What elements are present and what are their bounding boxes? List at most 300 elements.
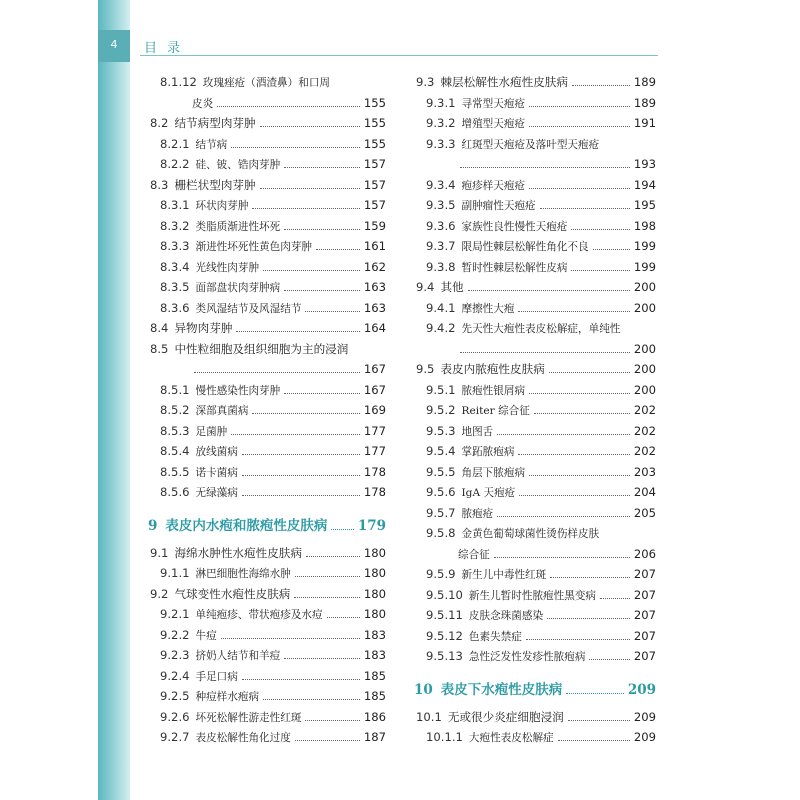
entry-page: 183 bbox=[363, 648, 386, 662]
dot-leader bbox=[534, 413, 630, 414]
toc-entry[interactable] bbox=[148, 339, 386, 360]
dot-leader bbox=[468, 290, 630, 291]
toc-entry[interactable] bbox=[414, 318, 656, 339]
toc-entry[interactable] bbox=[148, 134, 386, 155]
entry-title: 角层下脓疱病 bbox=[461, 466, 526, 479]
toc-entry[interactable] bbox=[414, 727, 656, 748]
entry-title: 牛痘 bbox=[195, 629, 217, 642]
entry-number: 8.5.1 bbox=[160, 382, 190, 397]
toc-entry[interactable] bbox=[414, 646, 656, 667]
entry-number: 9.2.5 bbox=[160, 689, 190, 703]
toc-entry[interactable] bbox=[414, 441, 656, 462]
entry-title: 地图舌 bbox=[461, 425, 494, 438]
entry-number: 9.2.2 bbox=[160, 627, 190, 642]
entry-title: 其他 bbox=[440, 280, 464, 294]
entry-title: 淋巴细胞性海绵水肿 bbox=[195, 568, 291, 580]
toc-entry[interactable] bbox=[414, 113, 656, 134]
entry-title: 气球变性水疱性皮肤病 bbox=[174, 586, 291, 601]
toc-entry[interactable] bbox=[414, 195, 656, 216]
dot-leader bbox=[231, 147, 360, 148]
entry-number: 9.5 bbox=[416, 362, 435, 376]
entry-number: 9.5.8 bbox=[426, 526, 456, 540]
entry-page: 205 bbox=[633, 505, 656, 520]
entry-title: 增殖型天疱疮 bbox=[461, 118, 526, 130]
entry-page: 155 bbox=[363, 116, 386, 130]
entry-page: 202 bbox=[633, 444, 656, 458]
toc-entry[interactable] bbox=[414, 93, 656, 114]
entry-page: 157 bbox=[363, 198, 386, 212]
entry-page: 180 bbox=[363, 586, 386, 601]
entry-title: 新生儿暂时性脓疱性黑变病 bbox=[468, 589, 597, 602]
toc-entry[interactable] bbox=[148, 563, 386, 584]
entry-title: 海绵水肿性水疱性皮肤病 bbox=[174, 545, 302, 560]
entry-number: 8.2.1 bbox=[160, 136, 190, 151]
entry-page: 185 bbox=[363, 668, 386, 683]
dot-leader bbox=[284, 658, 360, 659]
dot-leader bbox=[316, 249, 360, 250]
entry-title: Reiter 综合征 bbox=[461, 405, 530, 417]
entry-title: IgA 天疱疮 bbox=[461, 487, 516, 499]
entry-number: 9.2.7 bbox=[160, 730, 190, 744]
toc-entry[interactable] bbox=[414, 564, 656, 585]
entry-page: 207 bbox=[633, 628, 656, 643]
toc-entry[interactable] bbox=[148, 195, 386, 216]
dot-leader bbox=[529, 126, 630, 127]
dot-leader bbox=[217, 106, 360, 107]
entry-number: 9.3 bbox=[416, 75, 435, 89]
dot-leader bbox=[497, 434, 630, 435]
entry-number: 10.1.1 bbox=[426, 730, 463, 744]
entry-page: 200 bbox=[633, 280, 656, 294]
toc-entry[interactable] bbox=[148, 298, 386, 319]
entry-page: 183 bbox=[363, 627, 386, 642]
toc-column-left bbox=[148, 72, 386, 748]
dot-leader bbox=[263, 699, 360, 700]
toc-entry[interactable] bbox=[148, 175, 386, 196]
entry-page: 177 bbox=[363, 423, 386, 438]
toc-entry[interactable] bbox=[414, 421, 656, 442]
entry-number: 9.3.7 bbox=[426, 239, 456, 253]
toc-entry[interactable] bbox=[414, 605, 656, 626]
entry-title: 坏死松解性游走性红斑 bbox=[195, 711, 302, 724]
entry-number: 9.3.3 bbox=[426, 136, 456, 151]
entry-title: 光线性肉芽肿 bbox=[195, 261, 260, 274]
entry-page: 155 bbox=[363, 136, 386, 151]
entry-number: 9.3.5 bbox=[426, 198, 456, 212]
entry-title: 环状肉芽肿 bbox=[195, 200, 249, 212]
toc-entry[interactable] bbox=[414, 257, 656, 278]
entry-number: 9.4.2 bbox=[426, 321, 456, 335]
entry-title: 副肿瘤性天疱疮 bbox=[461, 200, 536, 212]
toc-entry-continuation[interactable] bbox=[414, 339, 656, 360]
toc-entry[interactable] bbox=[414, 400, 656, 421]
dot-leader bbox=[571, 270, 629, 271]
dot-leader bbox=[252, 208, 359, 209]
toc-entry-continuation[interactable] bbox=[148, 93, 386, 114]
dot-leader bbox=[600, 598, 630, 599]
entry-number: 9.1 bbox=[150, 545, 169, 560]
toc-entry[interactable] bbox=[148, 543, 386, 564]
entry-number: 9.5.5 bbox=[426, 464, 456, 479]
entry-title: 放线菌病 bbox=[195, 446, 238, 458]
entry-page: 200 bbox=[633, 362, 656, 376]
chapter-page: 209 bbox=[627, 681, 656, 698]
dot-leader bbox=[460, 352, 630, 353]
entry-title: 玫瑰痤疮（酒渣鼻）和口周 bbox=[202, 77, 331, 89]
dot-leader bbox=[529, 188, 630, 189]
toc-entry[interactable] bbox=[148, 380, 386, 401]
entry-page: 209 bbox=[633, 709, 656, 724]
entry-page: 185 bbox=[363, 689, 386, 703]
entry-title: 种痘样水疱病 bbox=[195, 691, 260, 703]
dot-leader bbox=[540, 208, 630, 209]
entry-page: 203 bbox=[633, 464, 656, 479]
toc-entry[interactable] bbox=[414, 626, 656, 647]
dot-leader bbox=[589, 659, 629, 660]
entry-title: 摩擦性大疱 bbox=[461, 302, 515, 315]
entry-number: 8.5 bbox=[150, 341, 169, 356]
entry-number: 9.3.2 bbox=[426, 116, 456, 130]
entry-page: 162 bbox=[363, 259, 386, 274]
entry-page: 189 bbox=[633, 95, 656, 110]
entry-title: 新生儿中毒性红斑 bbox=[461, 569, 547, 581]
entry-page: 163 bbox=[363, 280, 386, 294]
entry-number: 8.3.5 bbox=[160, 280, 190, 294]
dot-leader bbox=[260, 188, 360, 189]
dot-leader bbox=[550, 577, 630, 578]
entry-number: 9.5.11 bbox=[426, 608, 463, 622]
entry-page: 157 bbox=[363, 157, 386, 171]
dot-leader bbox=[568, 720, 630, 721]
entry-page: 157 bbox=[363, 177, 386, 192]
entry-page: 202 bbox=[633, 403, 656, 417]
entry-title: 脓疱疮 bbox=[461, 507, 494, 520]
dot-leader bbox=[242, 475, 360, 476]
entry-number: 8.3.4 bbox=[160, 259, 190, 274]
entry-number: 9.5.10 bbox=[426, 587, 463, 602]
entry-title: 金黄色葡萄球菌性烫伤样皮肤 bbox=[461, 528, 600, 540]
toc-entry[interactable] bbox=[414, 462, 656, 483]
entry-title: 棘层松解性水疱性皮肤病 bbox=[440, 75, 568, 89]
chapter-title: 表皮内水疱和脓疱性皮肤病 bbox=[165, 517, 328, 534]
dot-leader bbox=[593, 249, 630, 250]
dot-leader bbox=[294, 597, 359, 598]
toc-entry[interactable] bbox=[148, 421, 386, 442]
entry-page: 177 bbox=[363, 444, 386, 458]
entry-title: 结节病型肉芽肿 bbox=[174, 116, 256, 130]
entry-number: 8.1.12 bbox=[160, 75, 197, 89]
toc-entry[interactable] bbox=[148, 441, 386, 462]
entry-title: 挤奶人结节和羊痘 bbox=[195, 650, 281, 662]
entry-title: 先天性大疱性表皮松解症，单纯性 bbox=[461, 323, 621, 335]
toc-entry[interactable] bbox=[414, 503, 656, 524]
entry-page: 207 bbox=[633, 587, 656, 602]
toc-entry[interactable] bbox=[148, 113, 386, 134]
entry-number: 9.2.4 bbox=[160, 668, 190, 683]
toc-entry[interactable] bbox=[148, 257, 386, 278]
dot-leader bbox=[284, 167, 360, 168]
entry-page: 195 bbox=[633, 198, 656, 212]
dot-leader bbox=[284, 393, 360, 394]
entry-title: 类脂质渐进性坏死 bbox=[195, 220, 281, 233]
entry-page: 178 bbox=[363, 464, 386, 479]
toc-entry[interactable] bbox=[414, 134, 656, 155]
entry-page: 193 bbox=[633, 157, 656, 171]
dot-leader bbox=[549, 372, 630, 373]
toc-entry[interactable] bbox=[148, 318, 386, 339]
dot-leader bbox=[306, 556, 360, 557]
toc-entry[interactable] bbox=[148, 216, 386, 237]
entry-title: 无绿藻病 bbox=[195, 487, 238, 499]
entry-number: 9.5.7 bbox=[426, 505, 456, 520]
entry-number: 9.2 bbox=[150, 586, 169, 601]
entry-title: 家族性良性慢性天疱疮 bbox=[461, 220, 568, 233]
toc-chapter[interactable] bbox=[148, 509, 386, 543]
toc-entry[interactable] bbox=[414, 72, 656, 93]
entry-number: 9.2.3 bbox=[160, 648, 190, 662]
dot-leader bbox=[518, 454, 629, 455]
entry-title: 大疱性表皮松解症 bbox=[468, 732, 554, 744]
entry-number: 8.4 bbox=[150, 321, 169, 335]
entry-page: 180 bbox=[363, 545, 386, 560]
entry-page: 199 bbox=[633, 259, 656, 274]
entry-title: 类风湿结节及风湿结节 bbox=[195, 302, 302, 315]
toc-entry[interactable] bbox=[148, 584, 386, 605]
toc-chapter[interactable] bbox=[414, 673, 656, 707]
entry-number: 9.3.6 bbox=[426, 218, 456, 233]
toc-entry[interactable] bbox=[148, 727, 386, 748]
entry-number: 8.3.3 bbox=[160, 239, 190, 253]
dot-leader bbox=[529, 393, 630, 394]
toc-entry-continuation[interactable] bbox=[414, 544, 656, 565]
entry-number: 8.3.2 bbox=[160, 218, 190, 233]
entry-title: 急性泛发性发疹性脓疱病 bbox=[468, 651, 586, 663]
entry-page: 207 bbox=[633, 649, 656, 663]
dot-leader bbox=[529, 106, 630, 107]
dot-leader bbox=[460, 167, 630, 168]
entry-page: 198 bbox=[633, 218, 656, 233]
entry-title: 硅、铍、锆肉芽肿 bbox=[195, 159, 281, 171]
entry-page: 207 bbox=[633, 608, 656, 622]
toc-entry[interactable] bbox=[148, 707, 386, 728]
entry-page: 169 bbox=[363, 403, 386, 417]
entry-number: 8.5.3 bbox=[160, 423, 190, 438]
chapter-title: 表皮下水疱性皮肤病 bbox=[440, 681, 563, 698]
entry-title: 疱疹样天疱疮 bbox=[461, 179, 526, 192]
entry-title: 表皮内脓疱性皮肤病 bbox=[440, 362, 545, 376]
dot-leader bbox=[497, 516, 630, 517]
entry-page: 180 bbox=[363, 607, 386, 621]
dot-leader bbox=[526, 639, 630, 640]
entry-number: 9.3.8 bbox=[426, 259, 456, 274]
entry-number: 8.2.2 bbox=[160, 157, 190, 171]
entry-page: 209 bbox=[633, 730, 656, 744]
entry-number: 8.3.1 bbox=[160, 198, 190, 212]
entry-number: 8.5.5 bbox=[160, 464, 190, 479]
toc-entry[interactable] bbox=[148, 277, 386, 298]
entry-page: 202 bbox=[633, 423, 656, 438]
toc-entry[interactable] bbox=[414, 523, 656, 544]
dot-leader bbox=[260, 126, 360, 127]
entry-title-continued: 综合征 bbox=[458, 548, 490, 561]
entry-title: 暂时性棘层松解性皮病 bbox=[461, 261, 568, 274]
entry-page: 187 bbox=[363, 730, 386, 744]
dot-leader bbox=[194, 372, 360, 373]
entry-page: 178 bbox=[363, 485, 386, 499]
entry-page: 207 bbox=[633, 567, 656, 581]
page-number: 4 bbox=[110, 38, 118, 51]
toc-column-right bbox=[414, 72, 656, 748]
entry-number: 9.5.1 bbox=[426, 382, 456, 397]
dot-leader bbox=[284, 290, 360, 291]
entry-title: 无或很少炎症细胞浸润 bbox=[447, 709, 564, 724]
toc-entry[interactable] bbox=[148, 154, 386, 175]
toc-entry[interactable] bbox=[414, 175, 656, 196]
entry-number: 8.5.2 bbox=[160, 403, 190, 417]
dot-leader bbox=[263, 270, 360, 271]
toc-entry[interactable] bbox=[414, 380, 656, 401]
entry-number: 9.5.9 bbox=[426, 567, 456, 581]
toc-entry[interactable] bbox=[414, 298, 656, 319]
toc-entry[interactable] bbox=[148, 625, 386, 646]
toc-entry[interactable] bbox=[148, 666, 386, 687]
header-divider bbox=[140, 55, 658, 56]
entry-number: 9.1.1 bbox=[160, 566, 190, 580]
entry-number: 8.2 bbox=[150, 116, 169, 130]
toc-entry[interactable] bbox=[414, 359, 656, 380]
entry-page: 159 bbox=[363, 218, 386, 233]
toc-entry-continuation[interactable] bbox=[148, 359, 386, 380]
entry-title: 渐进性坏死性黄色肉芽肿 bbox=[195, 241, 313, 253]
toc-entry[interactable] bbox=[148, 236, 386, 257]
chapter-number: 10 bbox=[414, 681, 433, 698]
dot-leader bbox=[221, 638, 360, 639]
entry-page: 167 bbox=[363, 362, 386, 376]
dot-leader bbox=[518, 311, 629, 312]
toc-entry[interactable] bbox=[414, 482, 656, 503]
side-color-band bbox=[98, 0, 130, 800]
entry-title: 异物肉芽肿 bbox=[174, 321, 233, 335]
entry-title: 表皮松解性角化过度 bbox=[195, 732, 291, 744]
entry-number: 9.4.1 bbox=[426, 300, 456, 315]
entry-page: 155 bbox=[363, 95, 386, 110]
toc-entry-continuation[interactable] bbox=[414, 154, 656, 175]
entry-number: 9.3.1 bbox=[426, 95, 456, 110]
entry-number: 9.5.3 bbox=[426, 423, 456, 438]
dot-leader bbox=[331, 529, 353, 530]
entry-number: 9.2.6 bbox=[160, 709, 190, 724]
entry-title: 栅栏状型肉芽肿 bbox=[174, 177, 256, 192]
entry-title: 掌跖脓疱病 bbox=[461, 446, 515, 458]
dot-leader bbox=[242, 454, 360, 455]
dot-leader bbox=[494, 557, 630, 558]
dot-leader bbox=[327, 617, 360, 618]
entry-page: 189 bbox=[633, 75, 656, 89]
entry-page: 206 bbox=[633, 546, 656, 561]
dot-leader bbox=[252, 413, 359, 414]
entry-title-continued: 皮炎 bbox=[192, 97, 214, 110]
toc-entry[interactable] bbox=[148, 604, 386, 625]
entry-number: 10.1 bbox=[416, 709, 442, 724]
toc-entry[interactable] bbox=[148, 686, 386, 707]
entry-title: 慢性感染性肉芽肿 bbox=[195, 384, 281, 397]
dot-leader bbox=[236, 331, 359, 332]
toc-entry[interactable] bbox=[414, 216, 656, 237]
entry-title: 结节病 bbox=[195, 138, 228, 151]
toc-entry[interactable] bbox=[414, 585, 656, 606]
entry-title: 深部真菌病 bbox=[195, 405, 249, 417]
chapter-number: 9 bbox=[148, 517, 158, 534]
toc-entry[interactable] bbox=[414, 277, 656, 298]
entry-page: 180 bbox=[363, 566, 386, 580]
dot-leader bbox=[242, 679, 360, 680]
entry-page: 200 bbox=[633, 300, 656, 315]
entry-page: 204 bbox=[633, 485, 656, 499]
entry-title: 色素失禁症 bbox=[468, 630, 522, 643]
entry-number: 9.5.2 bbox=[426, 403, 456, 417]
dot-leader bbox=[571, 229, 629, 230]
entry-title: 中性粒细胞及组织细胞为主的浸润 bbox=[174, 341, 349, 356]
toc-entry[interactable] bbox=[414, 236, 656, 257]
entry-title: 脓疱性银屑病 bbox=[461, 384, 526, 397]
toc-entry[interactable] bbox=[148, 400, 386, 421]
dot-leader bbox=[519, 495, 630, 496]
dot-leader bbox=[295, 740, 360, 741]
dot-leader bbox=[558, 740, 630, 741]
entry-page: 200 bbox=[633, 341, 656, 356]
toc-entry[interactable] bbox=[148, 645, 386, 666]
entry-page: 163 bbox=[363, 300, 386, 315]
entry-title: 皮肤念珠菌感染 bbox=[468, 610, 544, 622]
entry-page: 199 bbox=[633, 239, 656, 253]
entry-number: 8.3.6 bbox=[160, 300, 190, 315]
entry-number: 8.3 bbox=[150, 177, 169, 192]
entry-title: 足菌肿 bbox=[195, 425, 228, 438]
toc-entry[interactable] bbox=[148, 72, 386, 93]
entry-number: 9.5.12 bbox=[426, 628, 463, 643]
dot-leader bbox=[284, 229, 360, 230]
dot-leader bbox=[305, 311, 359, 312]
entry-page: 167 bbox=[363, 382, 386, 397]
chapter-page: 179 bbox=[357, 517, 386, 534]
entry-page: 191 bbox=[633, 116, 656, 130]
entry-title: 单纯疱疹、带状疱疹及水痘 bbox=[195, 609, 323, 621]
dot-leader bbox=[295, 576, 360, 577]
entry-number: 8.5.6 bbox=[160, 485, 190, 499]
entry-title: 红斑型天疱疮及落叶型天疱疮 bbox=[461, 138, 600, 151]
entry-title: 诺卡菌病 bbox=[195, 466, 238, 479]
toc-entry[interactable] bbox=[414, 707, 656, 728]
dot-leader bbox=[242, 495, 360, 496]
entry-number: 9.2.1 bbox=[160, 607, 190, 621]
dot-leader bbox=[529, 475, 630, 476]
entry-number: 9.5.4 bbox=[426, 444, 456, 458]
entry-page: 164 bbox=[363, 321, 386, 335]
page-title: 目 录 bbox=[144, 41, 184, 56]
dot-leader bbox=[566, 693, 624, 694]
entry-page: 161 bbox=[363, 239, 386, 253]
entry-title: 限局性棘层松解性角化不良 bbox=[461, 241, 589, 253]
toc-entry[interactable] bbox=[148, 482, 386, 503]
entry-number: 9.4 bbox=[416, 280, 435, 294]
entry-title: 面部盘状肉芽肿病 bbox=[195, 282, 281, 294]
entry-number: 9.3.4 bbox=[426, 177, 456, 192]
dot-leader bbox=[547, 618, 630, 619]
entry-number: 9.5.13 bbox=[426, 649, 463, 663]
entry-page: 200 bbox=[633, 382, 656, 397]
toc-entry[interactable] bbox=[148, 462, 386, 483]
dot-leader bbox=[572, 85, 630, 86]
